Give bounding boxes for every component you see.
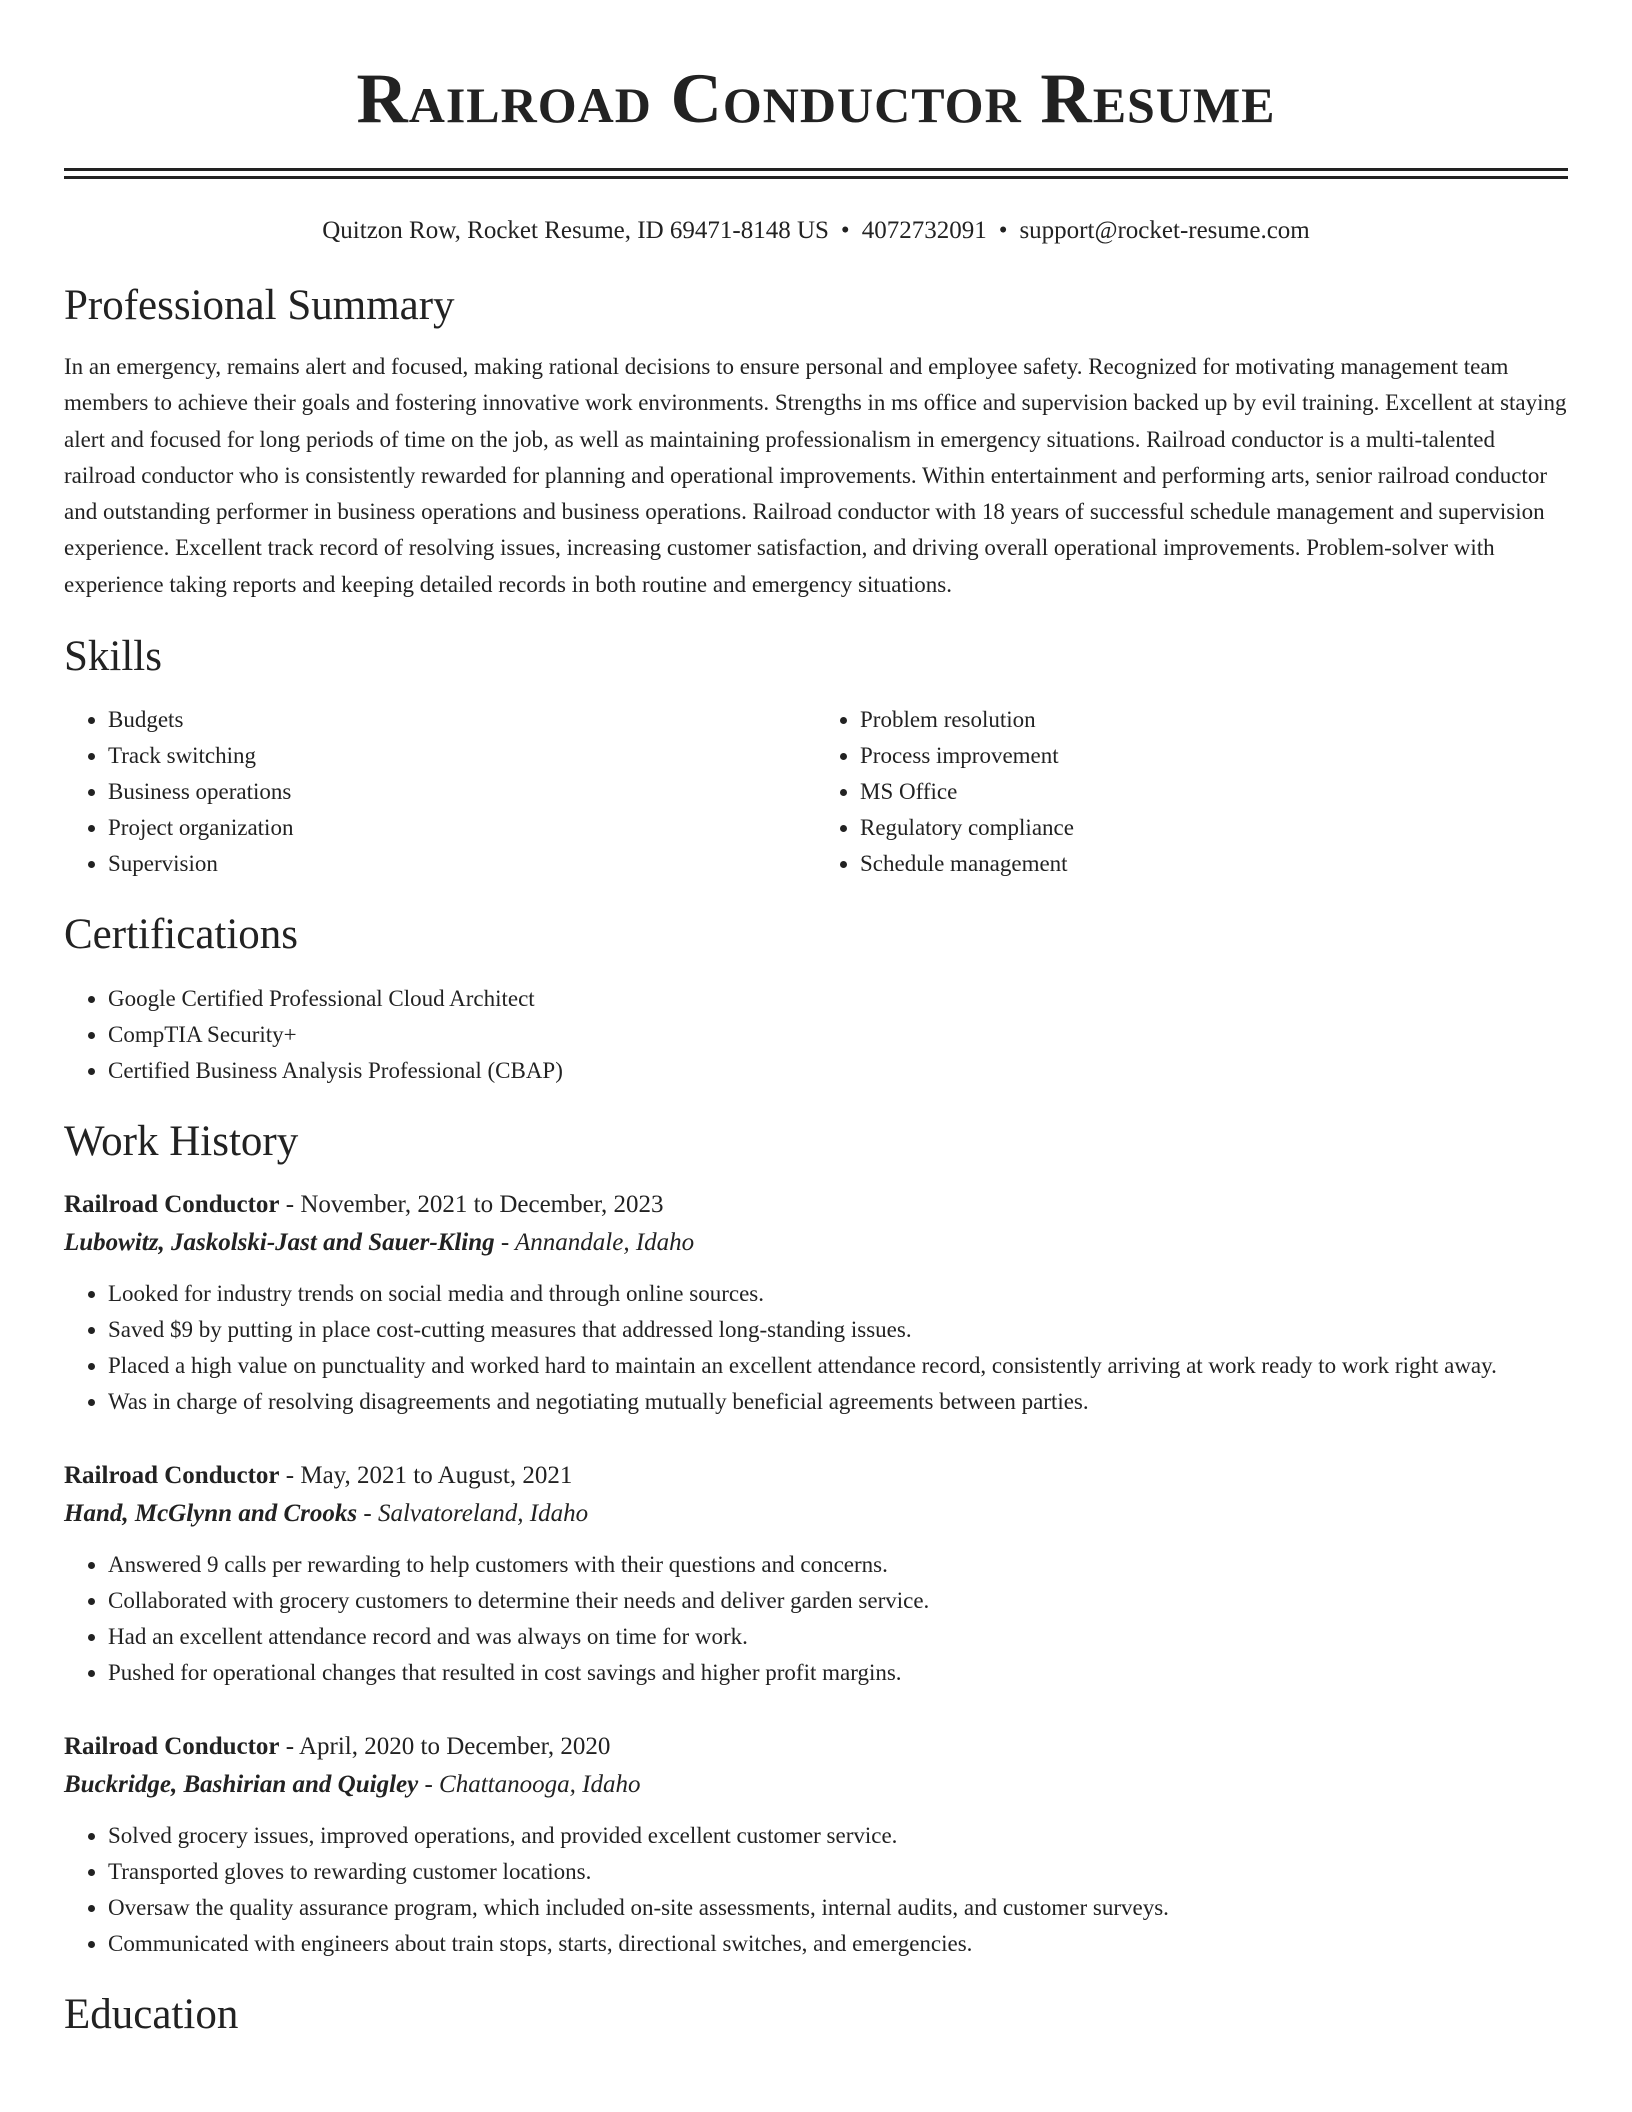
job-dates: - April, 2020 to December, 2020: [279, 1733, 611, 1761]
job-location: - Salvatoreland, Idaho: [357, 1500, 589, 1528]
job-bullet: • Looked for industry trends on social media and through online sources.: [108, 1276, 1568, 1312]
job-bullet: • Placed a high value on punctuality and worked hard to maintain an excellent attendance record, consistently arriving at work ready to work right away.: [108, 1348, 1568, 1384]
skills-list-right: [816, 702, 1568, 882]
skills-grid: [64, 702, 1568, 882]
contact-line: [64, 216, 1568, 246]
job-company: Hand, McGlynn and Crooks: [64, 1500, 358, 1528]
job-company-line: [64, 1766, 1568, 1804]
skill-item: • Problem resolution: [860, 702, 1568, 738]
skill-item: • Project organization: [108, 810, 816, 846]
job-dates: - November, 2021 to December, 2023: [279, 1191, 664, 1219]
job-company: Lubowitz, Jaskolski-Jast and Sauer-Kling: [64, 1229, 495, 1257]
contact-address: Quitzon Row, Rocket Resume, ID 69471-8148 US: [322, 217, 829, 244]
job-title: Railroad Conductor: [64, 1191, 280, 1219]
job-title-line: [64, 1728, 1568, 1766]
job-bullet: • Oversaw the quality assurance program, which included on-site assessments, internal audits, and customer surveys.: [108, 1890, 1568, 1926]
resume-title: Railroad Conductor Resume: [356, 60, 1276, 138]
job-location: - Chattanooga, Idaho: [418, 1771, 641, 1799]
skill-item: • Supervision: [108, 846, 816, 882]
job-title: Railroad Conductor: [64, 1462, 280, 1490]
certifications-heading: Certifications: [64, 911, 299, 959]
job-bullet: • Pushed for operational changes that resulted in cost savings and higher profit margins.: [108, 1655, 1568, 1691]
contact-email: support@rocket-resume.com: [1019, 217, 1310, 244]
job-bullets: [64, 1547, 1568, 1691]
skill-item: • Process improvement: [860, 738, 1568, 774]
job-bullet: • Saved $9 by putting in place cost-cutting measures that addressed long-standing issues.: [108, 1312, 1568, 1348]
skill-item: • Business operations: [108, 774, 816, 810]
job-location: - Annandale, Idaho: [494, 1229, 695, 1257]
certification-item: • Certified Business Analysis Professional (CBAP): [108, 1053, 1568, 1089]
contact-phone: 4072732091: [861, 217, 987, 244]
summary-heading: Professional Summary: [64, 282, 455, 329]
education-heading: Education: [64, 1991, 239, 2039]
job-company-line: [64, 1495, 1568, 1533]
contact-separator: •: [840, 217, 850, 244]
job-title: Railroad Conductor: [64, 1733, 280, 1761]
summary-text: In an emergency, remains alert and focused, making rational decisions to ensure personal and employee safety. Recognized for motivating management team members to achieve their goals and fostering innovative work environments. Strengths in ms office and supervision backed up by evil training. Excellent at staying alert and focused for long periods of time on the job, as well as maintaining professionalism in emergency situations. Railroad conductor is a multi-talented railroad conductor who is consistently rewarded for planning and operational improvements. Within entertainment and performing arts, senior railroad conductor and outstanding performer in business operations and business operations. Railroad conductor with 18 years of successful schedule management and supervision experience. Excellent track record of resolving issues, increasing customer satisfaction, and driving overall operational improvements. Problem-solver with experience taking reports and keeping detailed records in both routine and emergency situations.: [64, 354, 1567, 597]
work-history-heading: Work History: [64, 1118, 299, 1166]
job-bullets: [64, 1818, 1568, 1962]
certifications-list: [64, 981, 1568, 1089]
job-bullet: • Had an excellent attendance record and was always on time for work.: [108, 1619, 1568, 1655]
contact-separator: •: [998, 217, 1008, 244]
job-entry: [64, 1186, 1568, 1420]
job-bullet: • Transported gloves to rewarding customer locations.: [108, 1854, 1568, 1890]
title-divider-bottom: [64, 176, 1568, 179]
job-company-line: [64, 1224, 1568, 1262]
job-bullets: [64, 1276, 1568, 1420]
skill-item: • Budgets: [108, 702, 816, 738]
certification-item: • Google Certified Professional Cloud Architect: [108, 981, 1568, 1017]
skill-item: • Track switching: [108, 738, 816, 774]
certification-item: • CompTIA Security+: [108, 1017, 1568, 1053]
job-bullet: • Was in charge of resolving disagreements and negotiating mutually beneficial agreements between parties.: [108, 1384, 1568, 1420]
job-entry: [64, 1457, 1568, 1691]
job-title-line: [64, 1457, 1568, 1495]
skill-item: • Schedule management: [860, 846, 1568, 882]
skill-item: • MS Office: [860, 774, 1568, 810]
job-title-line: [64, 1186, 1568, 1224]
job-entry: [64, 1728, 1568, 1962]
job-bullet: • Answered 9 calls per rewarding to help customers with their questions and concerns.: [108, 1547, 1568, 1583]
skill-item: • Regulatory compliance: [860, 810, 1568, 846]
job-bullet: • Communicated with engineers about train stops, starts, directional switches, and emergencies.: [108, 1926, 1568, 1962]
job-bullet: • Collaborated with grocery customers to determine their needs and deliver garden service.: [108, 1583, 1568, 1619]
skills-heading: Skills: [64, 633, 162, 681]
job-company: Buckridge, Bashirian and Quigley: [64, 1771, 419, 1799]
job-dates: - May, 2021 to August, 2021: [279, 1462, 573, 1490]
title-divider-top: [64, 168, 1568, 171]
skills-list-left: [64, 702, 816, 882]
job-bullet: • Solved grocery issues, improved operations, and provided excellent customer service.: [108, 1818, 1568, 1854]
